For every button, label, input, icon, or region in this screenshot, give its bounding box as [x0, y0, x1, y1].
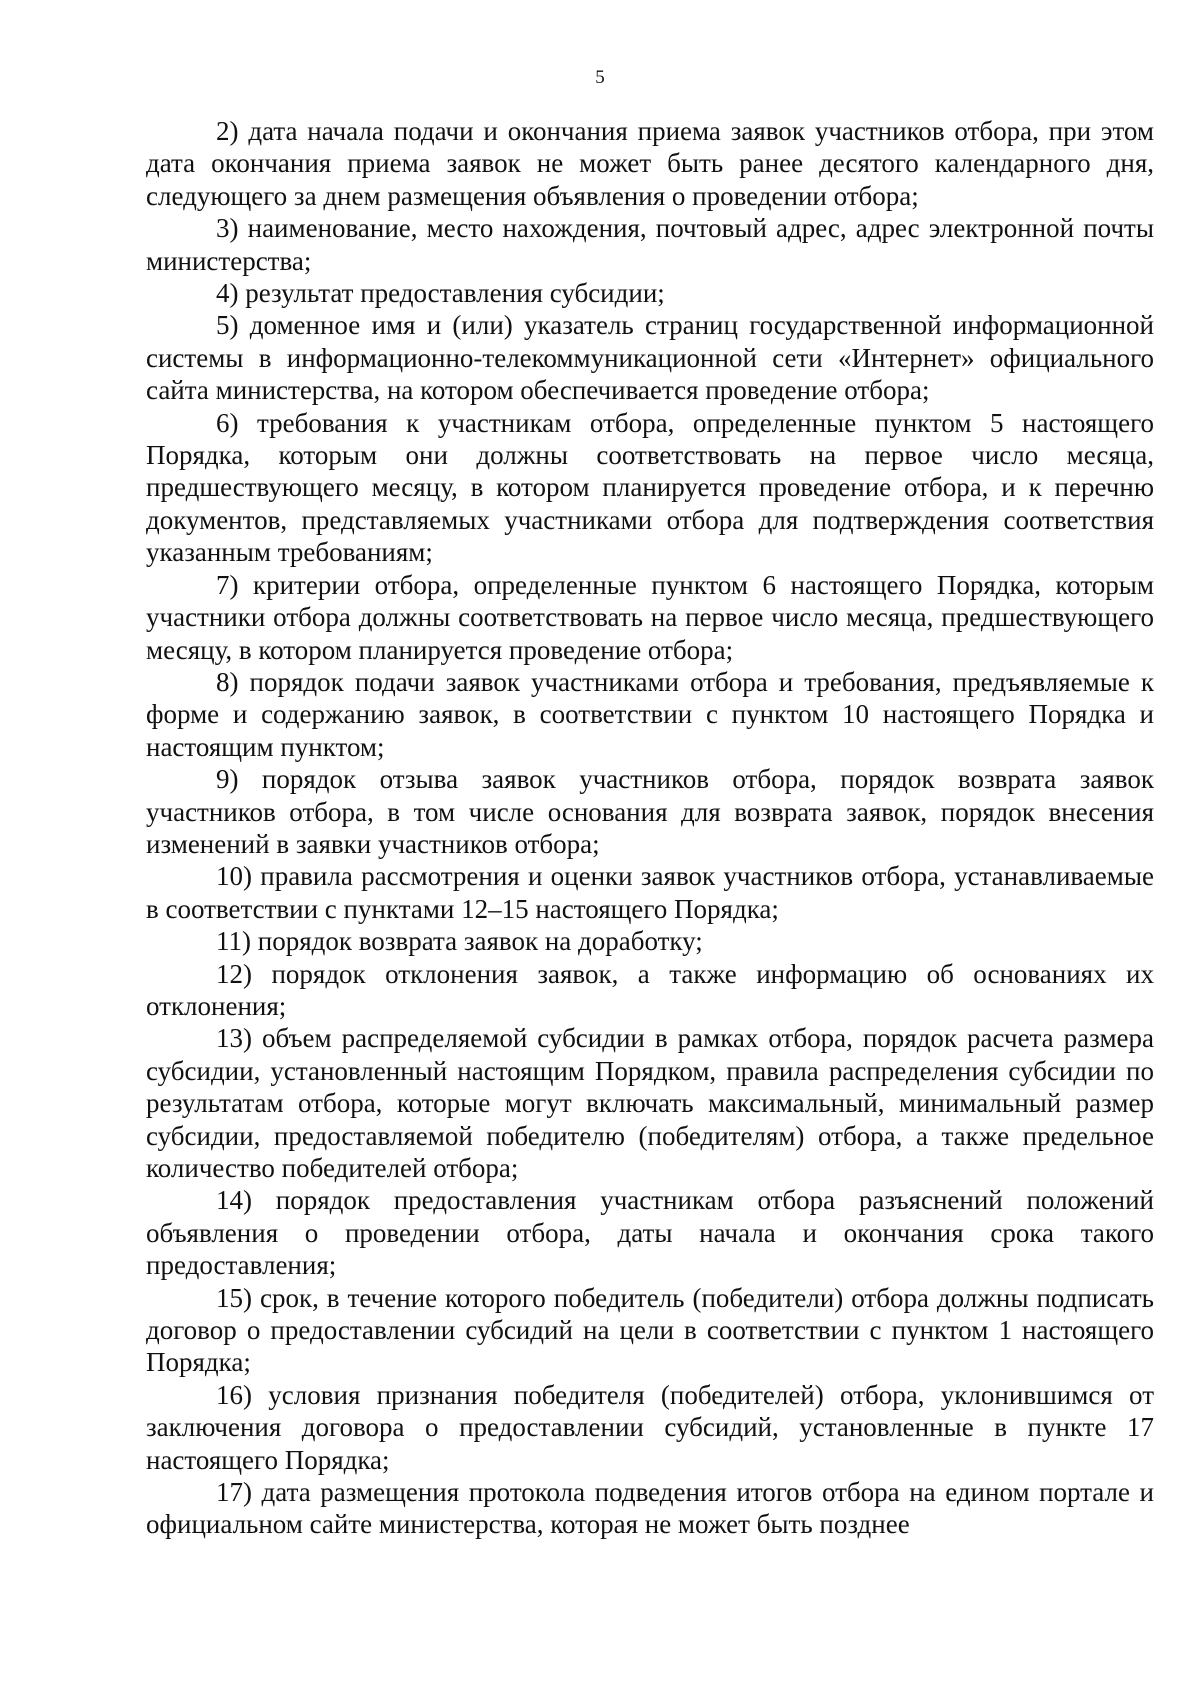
paragraph-item-13: 13) объем распределяемой субсидии в рамках отбора, порядок расчета размера субсидии, установленный настоящим Порядком, правила распределения субсидии по результатам отбора, которые могут включать максимальный, минимальный размер субсидии, предоставляемой победителю (победителям) отбора, а также предельное количество победителей отбора;: [146, 1023, 1154, 1183]
paragraph-item-17: 17) дата размещения протокола подведения итогов отбора на едином портале и официальном сайте министерства, которая не может быть позднее: [146, 1477, 1154, 1540]
paragraph-item-11: 11) порядок возврата заявок на доработку;: [216, 926, 703, 957]
paragraph-item-12: 12) порядок отклонения заявок, а также информацию об основаниях их отклонения;: [146, 958, 1154, 1021]
paragraph-item-8: 8) порядок подачи заявок участниками отбора и требования, предъявляемые к форме и содержанию заявок, в соответствии с пунктом 10 настоящего Порядка и настоящим пунктом;: [146, 666, 1154, 762]
page-number: 5: [595, 67, 605, 88]
paragraph-item-6: 6) требования к участникам отбора, определенные пунктом 5 настоящего Порядка, которым они должны соответствовать на первое число месяца, предшествующего месяцу, в котором планируется проведение отбора, и к перечню документов, представляемых участниками отбора для подтверждения соответствия указанным требованиям;: [146, 407, 1154, 568]
paragraph-item-3: 3) наименование, место нахождения, почтовый адрес, адрес электронной почты министерства;: [146, 213, 1154, 276]
paragraph-item-4: 4) результат предоставления субсидии;: [216, 278, 665, 309]
paragraph-item-5: 5) доменное имя и (или) указатель страниц государственной информационной системы в информационно-телекоммуникационной сети «Интернет» официального сайта министерства, на котором обеспечивается проведение отбора;: [146, 310, 1154, 406]
paragraph-item-15: 15) срок, в течение которого победитель (победители) отбора должны подписать договор о предоставлении субсидий на цели в соответствии с пунктом 1 настоящего Порядка;: [146, 1282, 1154, 1378]
paragraph-item-7: 7) критерии отбора, определенные пунктом 6 настоящего Порядка, которым участники отбора должны соответствовать на первое число месяца, предшествующего месяцу, в котором планируется проведение отбора;: [146, 569, 1154, 665]
paragraph-item-2: 2) дата начала подачи и окончания приема заявок участников отбора, при этом дата окончания приема заявок не может быть ранее десятого календарного дня, следующего за днем размещения объявления о проведении отбора;: [146, 116, 1154, 211]
paragraph-item-10: 10) правила рассмотрения и оценки заявок участников отбора, устанавливаемые в соответствии с пунктами 12–15 настоящего Порядка;: [146, 861, 1154, 924]
paragraph-item-14: 14) порядок предоставления участникам отбора разъяснений положений объявления о проведении отбора, даты начала и окончания срока такого предоставления;: [146, 1185, 1154, 1281]
paragraph-item-16: 16) условия признания победителя (победителей) отбора, уклонившимся от заключения договора о предоставлении субсидий, установленные в пункте 17 настоящего Порядка;: [146, 1379, 1154, 1475]
paragraph-item-9: 9) порядок отзыва заявок участников отбора, порядок возврата заявок участников отбора, в том числе основания для возврата заявок, порядок внесения изменений в заявки участников отбора;: [146, 764, 1154, 859]
document-body: [146, 115, 1154, 1541]
